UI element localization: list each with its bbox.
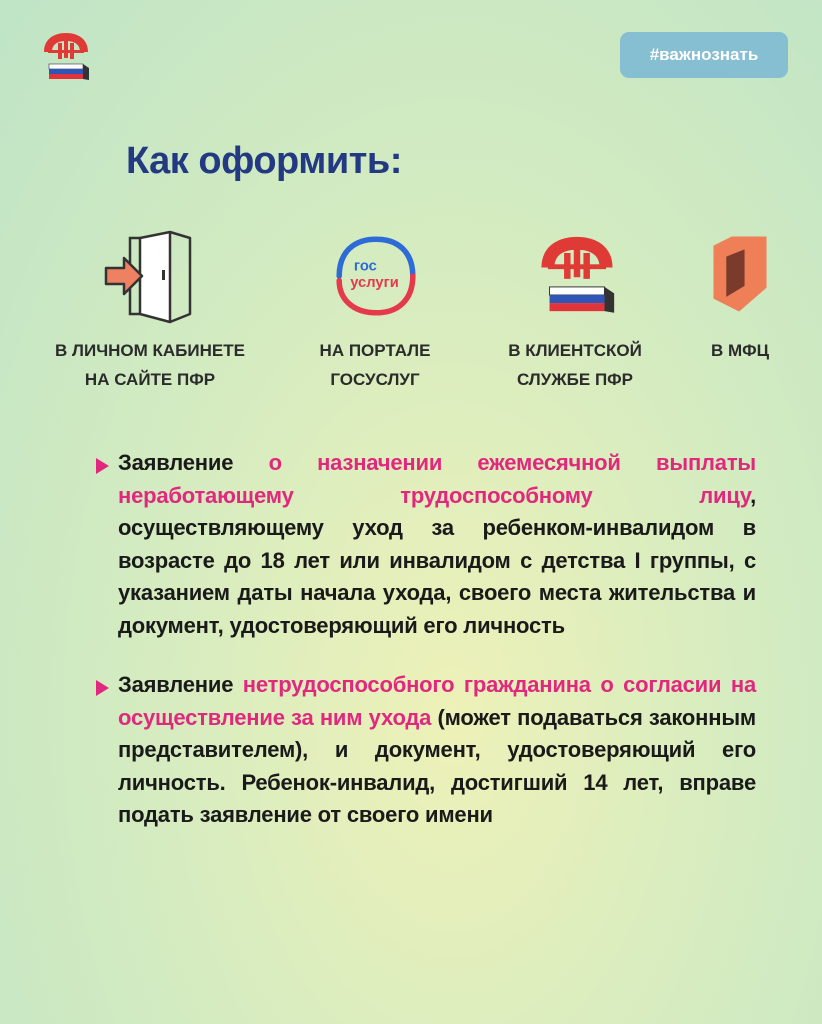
item-text: Заявление о назначении ежемесячной выплаты неработающему трудоспособному лицу, осуществляющему уход за ребенком-инвалидом в возрасте до 18 лет или инвалидом с детства I группы, с указанием даты начала ухода, своего места жительства и документ, удостоверяющий его личность [118, 450, 757, 638]
gosuslugi-logo-text-2: услуги [350, 275, 399, 292]
pfr-logo-icon [40, 30, 92, 82]
application-ways [0, 226, 822, 406]
way-caption: В КЛИЕНТСКОЙ СЛУЖБЕ ПФР [508, 341, 642, 389]
item-highlight: о назначении ежемесячной выплаты неработающему трудоспособному лицу [118, 450, 757, 508]
item-text: Заявление нетрудоспособного гражданина о согласии на осуществление за ним ухода (может подаваться законным представителем), и документ, удостоверяющий его личность. Ребенок-инвалид, достигший 14 лет, вправе подать заявление от своего имени [118, 672, 756, 827]
bullet-arrow-icon [96, 680, 109, 696]
list-item [96, 447, 756, 642]
bullet-arrow-icon [96, 458, 109, 474]
list-item [96, 669, 756, 832]
login-door-icon [100, 226, 210, 326]
way-caption: В ЛИЧНОМ КАБИНЕТЕ НА САЙТЕ ПФР [55, 341, 245, 389]
requirements-list [96, 447, 756, 859]
gosuslugi-logo-icon [330, 230, 422, 322]
way-caption: В МФЦ [710, 341, 770, 360]
hashtag-badge[interactable]: #важнознать [620, 32, 788, 78]
way-caption: НА ПОРТАЛЕ ГОСУСЛУГ [319, 341, 431, 389]
pfr-logo-icon [535, 232, 619, 316]
mfc-logo-icon [708, 232, 772, 316]
item-highlight: нетрудоспособного гражданина о согласии на осуществление за ним ухода [118, 672, 756, 730]
gosuslugi-logo-text-1: гос [353, 258, 377, 275]
page-title: Как оформить: [126, 140, 402, 182]
